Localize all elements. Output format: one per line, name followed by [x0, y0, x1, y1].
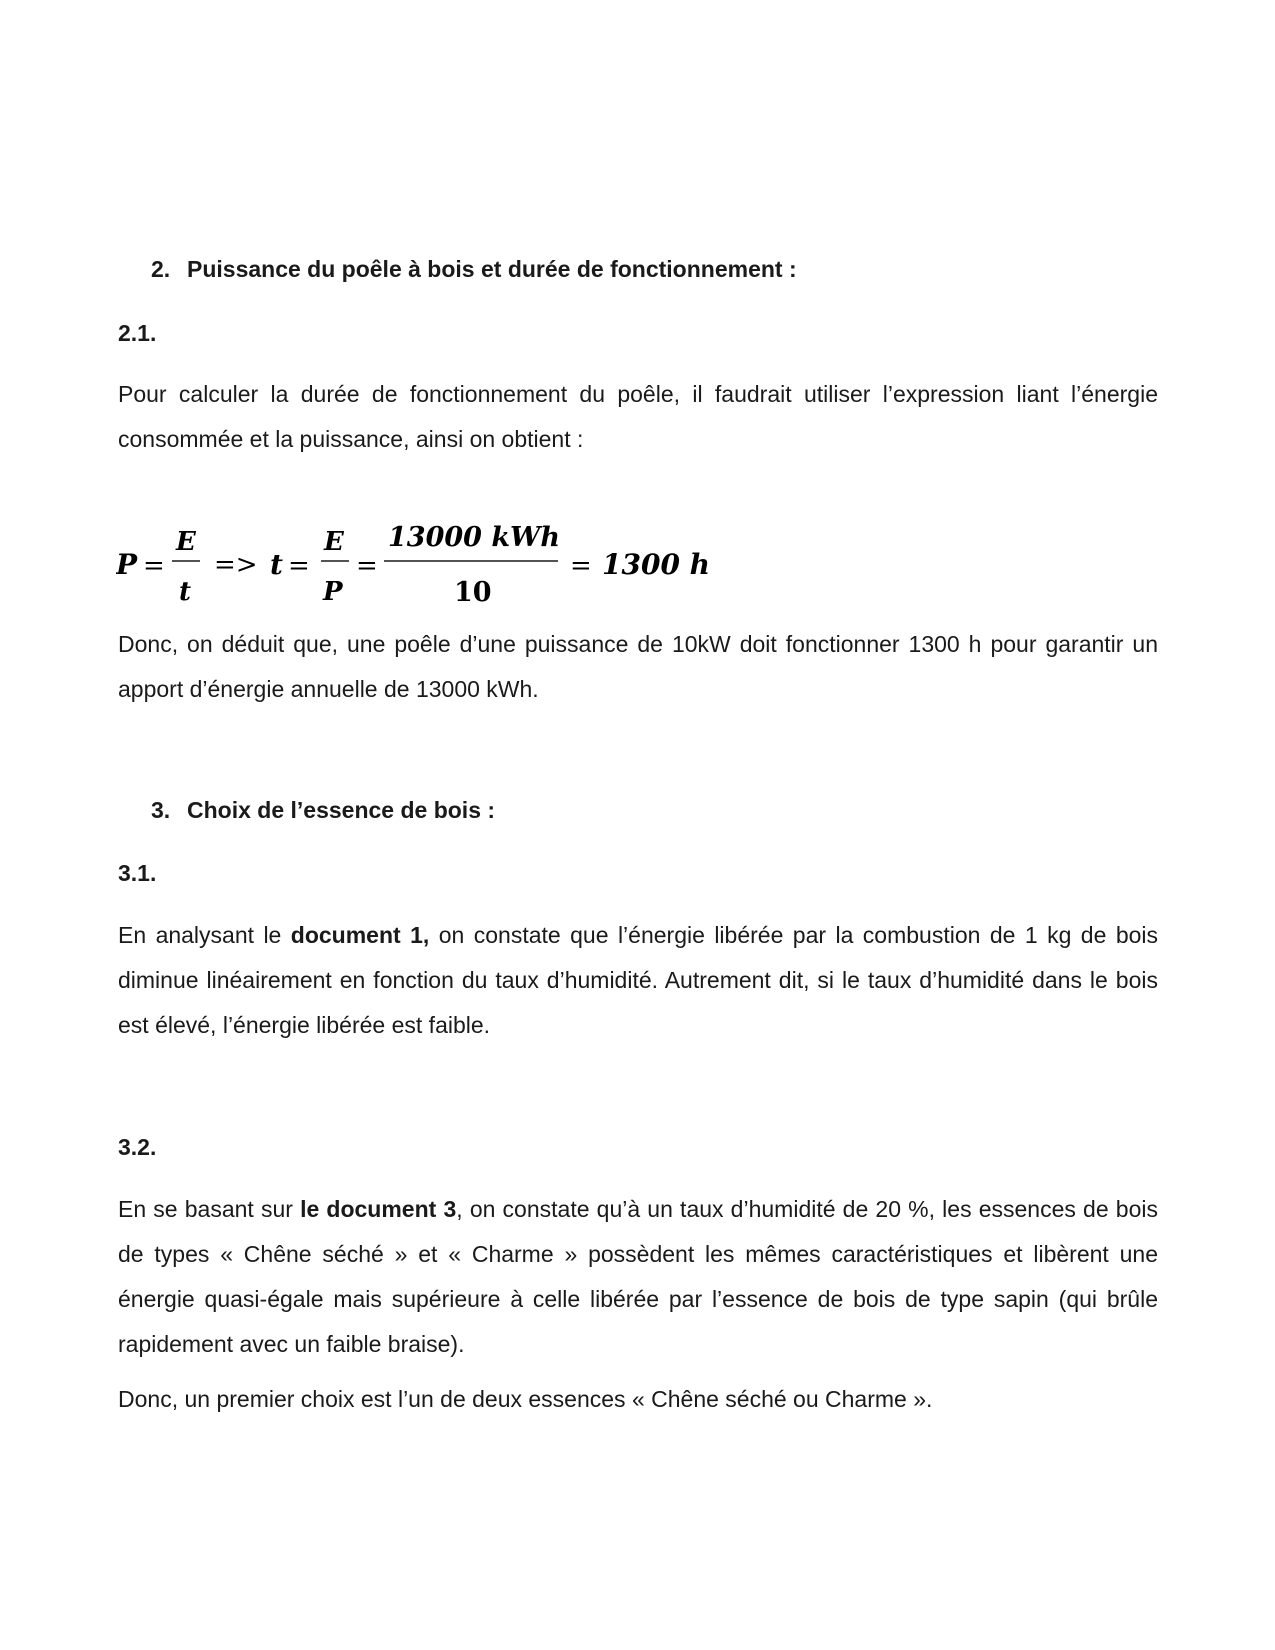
subsection-2-1-conclusion: Donc, on déduit que, une poêle d’une puissance de 10kW doit fonctionner 1300 h pour garantir un apport d’énergie annuelle de 13000 kWh.	[118, 631, 1158, 702]
formula-t2: t	[270, 548, 283, 581]
section-3-title: Choix de l’essence de bois :	[187, 797, 496, 823]
subsection-3-2-label: 3.2.	[118, 1134, 157, 1160]
formula-E1: E	[176, 527, 196, 557]
subsection-3-2-conclusion: Donc, un premier choix est l’un de deux essences « Chêne séché ou Charme ».	[118, 1386, 933, 1412]
formula-implies: =>	[214, 550, 258, 580]
formula-eq2: =	[288, 551, 310, 581]
formula-numerator: 13000 kWh	[388, 522, 560, 553]
formula-t1: t	[179, 577, 192, 607]
subsection-3-1-bold-ref: document 1,	[290, 922, 430, 948]
section-2-title: Puissance du poêle à bois et durée de fonctionnement :	[187, 256, 797, 282]
power-time-formula	[116, 518, 756, 618]
formula-E2: E	[324, 527, 344, 557]
formula-eq4: =	[570, 551, 592, 581]
formula-denominator: 10	[454, 577, 492, 608]
formula-P: P	[116, 548, 138, 581]
section-2-number: 2.	[151, 256, 171, 282]
formula-eq3: =	[356, 551, 378, 581]
subsection-3-1-text-end: on constate que l’énergie libérée par la combustion de 1 kg de bois diminue linéairement en fonction du taux d’humidité. Autrement dit, si le taux d’humidité dans le bois est élevé, l’énergie libérée est faible.	[118, 922, 1159, 1038]
formula-eq1: =	[143, 551, 165, 581]
subsection-2-1-intro: Pour calculer la durée de fonctionnement du poêle, il faudrait utiliser l’expression liant l’énergie consommée et la puissance, ainsi on obtient :	[118, 381, 1158, 452]
subsection-3-1-text	[118, 913, 1158, 1048]
subsection-3-2-text-start: En se basant sur	[118, 1196, 301, 1222]
section-2-heading	[151, 254, 797, 284]
subsection-2-1-label: 2.1.	[118, 320, 157, 346]
subsection-3-2-bold-ref: le document 3	[300, 1196, 457, 1222]
subsection-3-2-text-end: , on constate qu’à un taux d’humidité de 20 %, les essences de bois de types « Chêne séché » et « Charme » possèdent les mêmes caractéristiques et libèrent une énergie quasi-égale mais supérieure à celle libérée par l’essence de bois de type sapin (qui brûle rapidement avec un faible braise).	[118, 1196, 1158, 1357]
formula-result: 1300 h	[602, 548, 711, 581]
formula-P2: P	[323, 577, 343, 607]
subsection-3-1-label: 3.1.	[118, 860, 157, 886]
subsection-3-2-text	[118, 1187, 1158, 1367]
section-3-number: 3.	[151, 797, 171, 823]
subsection-3-1-text-start: En analysant le	[118, 922, 291, 948]
section-3-heading	[151, 795, 495, 825]
